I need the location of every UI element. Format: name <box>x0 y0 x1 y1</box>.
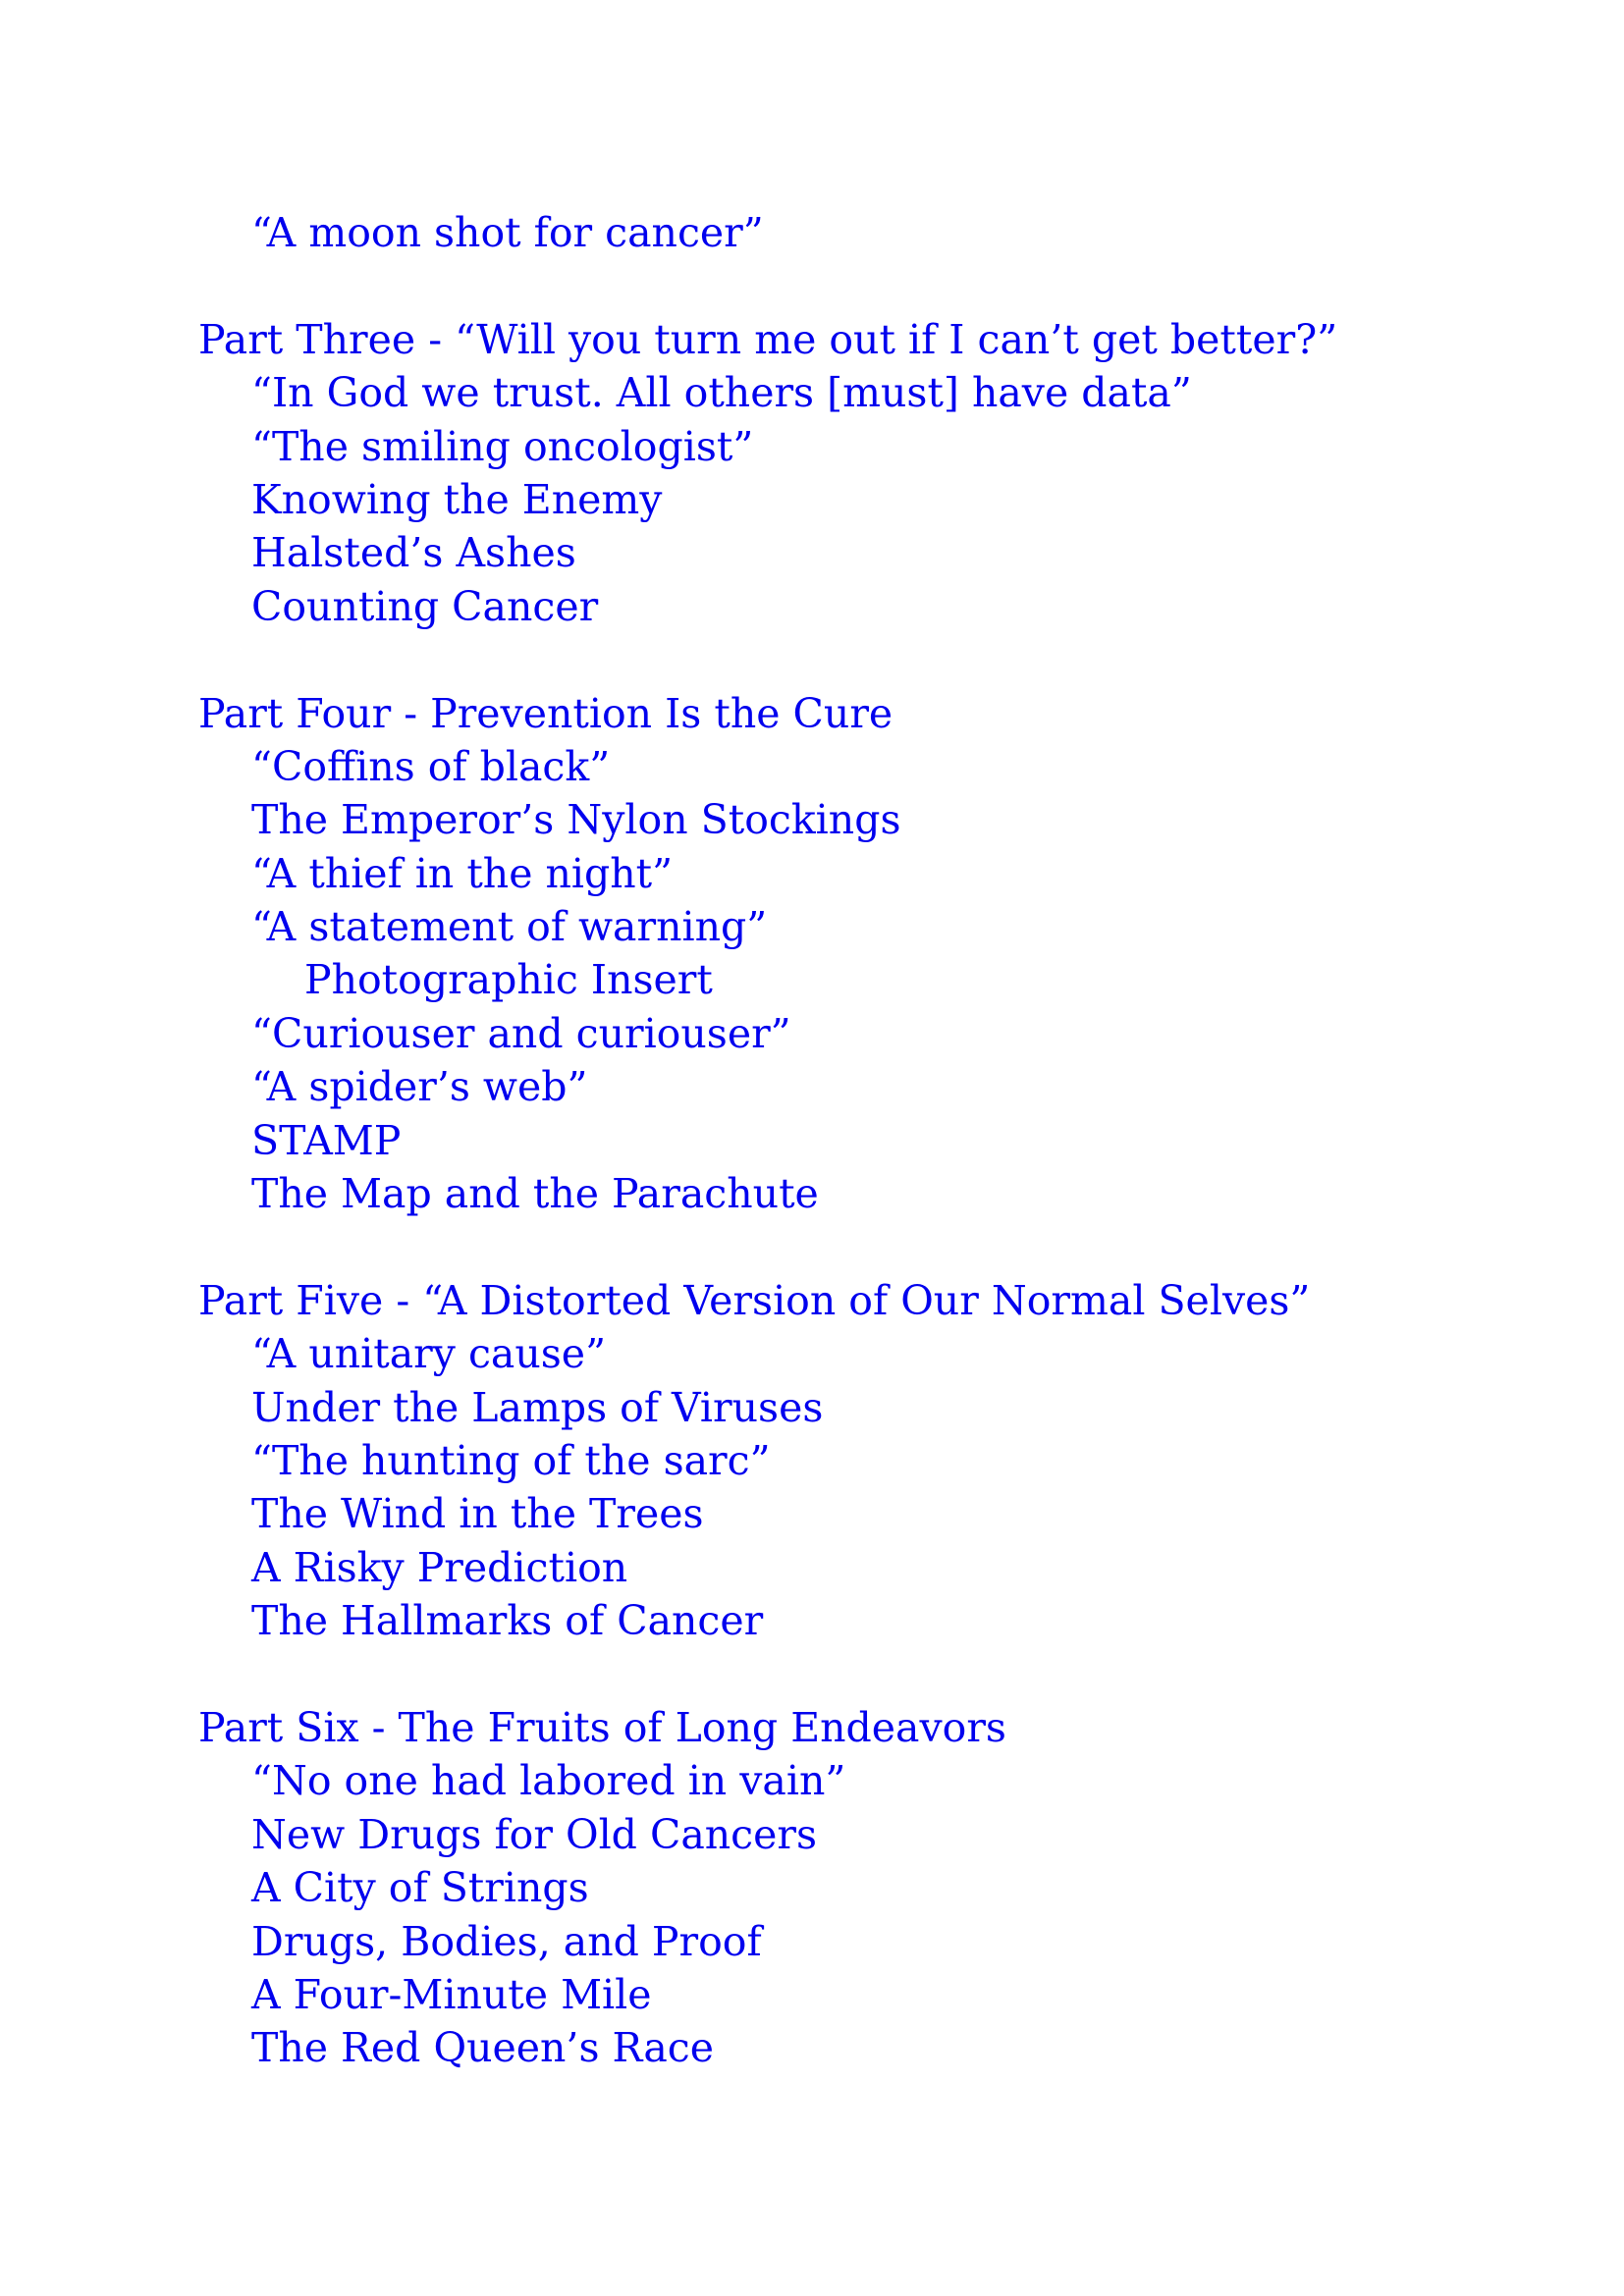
toc-chapter[interactable]: “In God we trust. All others [must] have data” <box>251 369 1192 417</box>
toc-chapter[interactable]: “Curiouser and curiouser” <box>251 1009 791 1057</box>
toc-chapter[interactable]: A Four-Minute Mile <box>251 1970 652 2018</box>
toc-chapter[interactable]: Under the Lamps of Viruses <box>251 1383 824 1431</box>
toc-chapter[interactable]: The Wind in the Trees <box>251 1490 704 1538</box>
section-spacer <box>198 633 1573 686</box>
toc-part-six[interactable]: Part Six - The Fruits of Long Endeavors <box>198 1703 1006 1751</box>
toc-chapter[interactable]: Knowing the Enemy <box>251 475 663 523</box>
toc-chapter[interactable]: The Hallmarks of Cancer <box>251 1597 764 1645</box>
section-spacer <box>198 259 1573 312</box>
toc-chapter[interactable]: New Drugs for Old Cancers <box>251 1810 818 1858</box>
toc-chapter[interactable]: “A unitary cause” <box>251 1330 607 1378</box>
toc-part-three[interactable]: Part Three - “Will you turn me out if I can’t get better?” <box>198 315 1338 363</box>
toc-entry-moon-shot[interactable]: “A moon shot for cancer” <box>251 209 764 256</box>
toc-chapter[interactable]: “No one had labored in vain” <box>251 1757 846 1805</box>
toc-chapter[interactable]: “The smiling oncologist” <box>251 422 754 470</box>
toc-chapter[interactable]: STAMP <box>251 1116 402 1164</box>
toc-chapter[interactable]: A Risky Prediction <box>251 1543 628 1591</box>
toc-chapter[interactable]: “A spider’s web” <box>251 1063 588 1111</box>
toc-chapter[interactable]: “The hunting of the sarc” <box>251 1436 771 1484</box>
toc-chapter[interactable]: Halsted’s Ashes <box>251 529 576 577</box>
section-spacer <box>198 1220 1573 1273</box>
section-spacer <box>198 1648 1573 1701</box>
toc-chapter[interactable]: “Coffins of black” <box>251 742 611 790</box>
toc-chapter[interactable]: The Map and the Parachute <box>251 1170 819 1218</box>
toc-part-four[interactable]: Part Four - Prevention Is the Cure <box>198 689 893 737</box>
table-of-contents <box>198 206 1573 2075</box>
toc-chapter[interactable]: Counting Cancer <box>251 582 599 630</box>
toc-chapter[interactable]: A City of Strings <box>251 1864 589 1912</box>
toc-chapter[interactable]: The Emperor’s Nylon Stockings <box>251 796 901 844</box>
toc-chapter[interactable]: “A statement of warning” <box>251 903 768 951</box>
toc-photographic-insert[interactable]: Photographic Insert <box>304 956 713 1004</box>
toc-chapter[interactable]: Drugs, Bodies, and Proof <box>251 1917 762 1965</box>
toc-chapter[interactable]: The Red Queen’s Race <box>251 2024 714 2072</box>
toc-chapter[interactable]: “A thief in the night” <box>251 849 674 897</box>
toc-part-five[interactable]: Part Five - “A Distorted Version of Our Normal Selves” <box>198 1276 1311 1324</box>
